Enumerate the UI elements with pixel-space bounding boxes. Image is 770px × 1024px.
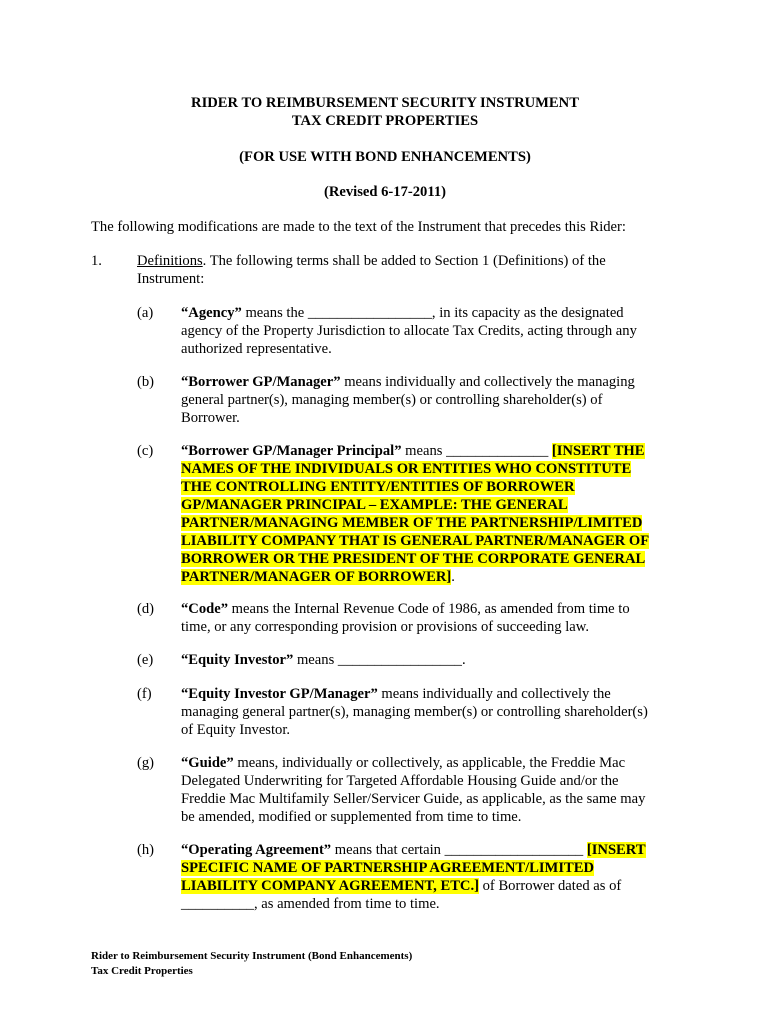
definition-d-label: (d) [137, 601, 155, 617]
definition-d [181, 600, 681, 636]
definition-text: general partner(s), managing member(s) or controlling shareholder(s) of [181, 392, 603, 408]
definition-text: Borrower. [181, 410, 240, 426]
definition-text: of Borrower dated as of [478, 878, 622, 894]
highlighted-instruction: PARTNER/MANAGING MEMBER OF THE PARTNERSHIP/LIMITED [181, 515, 643, 531]
definition-text: . [451, 569, 455, 585]
definition-a-label: (a) [137, 305, 154, 321]
definition-text: means the Internal Revenue Code of 1986, as amended from time to [228, 601, 630, 617]
definition-text: managing general partner(s), managing member(s) or controlling shareholder(s) [181, 704, 648, 720]
definition-term: “Operating Agreement” [181, 842, 332, 858]
document-title-line2: TAX CREDIT PROPERTIES [291, 113, 479, 129]
section-text-line2: Instrument: [137, 271, 205, 287]
definition-text: means the _________________, in its capacity as the designated [241, 305, 624, 321]
footer-line1: Rider to Reimbursement Security Instrument (Bond Enhancements) [91, 950, 413, 962]
definition-term: “Agency” [181, 305, 242, 321]
highlighted-instruction: LIABILITY COMPANY THAT IS GENERAL PARTNER/MANAGER OF [181, 533, 650, 549]
highlighted-instruction: GP/MANAGER PRINCIPAL – EXAMPLE: THE GENERAL [181, 497, 568, 513]
definition-text: means, individually or collectively, as applicable, the Freddie Mac [233, 755, 626, 771]
definition-text: be amended, modified or supplemented from time to time. [181, 809, 522, 825]
definition-f-label: (f) [137, 686, 152, 702]
definition-g-label: (g) [137, 755, 155, 771]
highlighted-instruction: [INSERT THE [551, 443, 645, 459]
highlighted-instruction: THE CONTROLLING ENTITY/ENTITIES OF BORROWER [181, 479, 575, 495]
definition-term: “Equity Investor” [181, 652, 294, 668]
definition-term: “Code” [181, 601, 229, 617]
definition-term: “Borrower GP/Manager Principal” [181, 443, 402, 459]
revision-date: (Revised 6-17-2011) [323, 184, 446, 200]
definition-term: “Borrower GP/Manager” [181, 374, 341, 390]
intro-paragraph: The following modifications are made to the text of the Instrument that precedes this Rider: [91, 219, 626, 235]
definition-b-label: (b) [137, 374, 155, 390]
definition-text: means _________________. [293, 652, 466, 668]
section-text-line1: . The following terms shall be added to Section 1 (Definitions) of the [202, 253, 606, 269]
definition-f [181, 685, 681, 739]
definition-text: authorized representative. [181, 341, 332, 357]
definition-text: means ______________ [401, 443, 552, 459]
definition-c-label: (c) [137, 443, 154, 459]
definition-text: Delegated Underwriting for Targeted Affordable Housing Guide and/or the [181, 773, 619, 789]
definition-text: means individually and collectively the managing [340, 374, 635, 390]
definition-a [181, 304, 681, 358]
definition-text: means individually and collectively the [377, 686, 611, 702]
highlighted-instruction: SPECIFIC NAME OF PARTNERSHIP AGREEMENT/LIMITED [181, 860, 595, 876]
highlighted-instruction: BORROWER OR THE PRESIDENT OF THE CORPORATE GENERAL [181, 551, 646, 567]
definition-text: Freddie Mac Multifamily Seller/Servicer Guide, as applicable, as the same may [181, 791, 646, 807]
definition-text: time, or any corresponding provision or provisions of succeeding law. [181, 619, 589, 635]
definition-text: means that certain ___________________ [331, 842, 587, 858]
section-number: 1. [91, 253, 102, 269]
definition-b [181, 373, 681, 427]
highlighted-instruction: PARTNER/MANAGER OF BORROWER] [181, 569, 452, 585]
definition-text: agency of the Property Jurisdiction to allocate Tax Credits, acting through any [181, 323, 637, 339]
highlighted-instruction: [INSERT [586, 842, 646, 858]
definition-c [181, 442, 681, 586]
definition-text: __________, as amended from time to time. [181, 896, 440, 912]
document-subtitle: (FOR USE WITH BOND ENHANCEMENTS) [239, 149, 531, 165]
definition-h [181, 841, 681, 913]
footer-line2: Tax Credit Properties [91, 965, 193, 977]
definition-h-label: (h) [137, 842, 155, 858]
highlighted-instruction: LIABILITY COMPANY AGREEMENT, ETC.] [181, 878, 479, 894]
definition-e [181, 651, 681, 669]
document-title-line1: RIDER TO REIMBURSEMENT SECURITY INSTRUMENT [191, 95, 579, 111]
definition-term: “Equity Investor GP/Manager” [181, 686, 378, 702]
definition-text: of Equity Investor. [181, 722, 291, 738]
highlighted-instruction: NAMES OF THE INDIVIDUALS OR ENTITIES WHO CONSTITUTE [181, 461, 632, 477]
section-1-text [137, 252, 637, 288]
section-heading: Definitions [137, 253, 203, 269]
definition-g [181, 754, 681, 826]
definition-e-label: (e) [137, 652, 154, 668]
definition-term: “Guide” [181, 755, 234, 771]
